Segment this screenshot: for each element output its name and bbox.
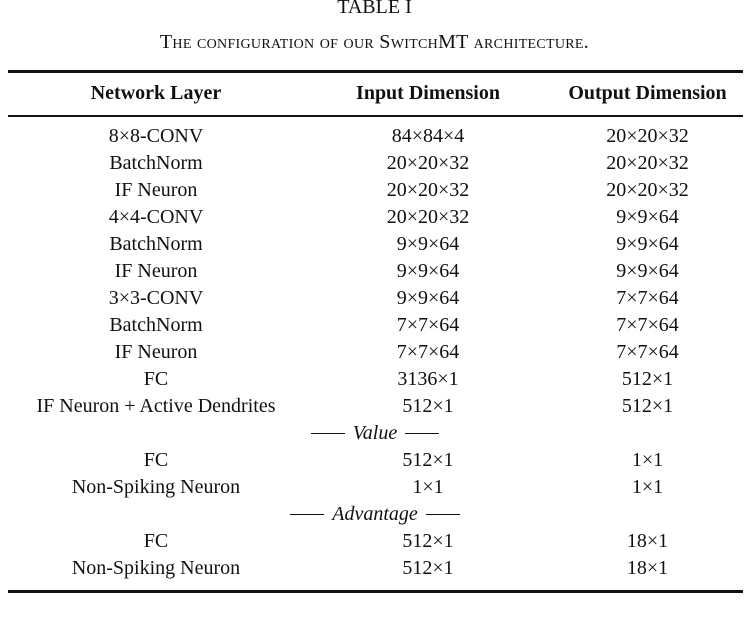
cell-output: 18×1	[626, 556, 669, 579]
table-row	[8, 393, 743, 420]
table-row	[8, 177, 743, 204]
table-row	[8, 285, 743, 312]
cell-layer: FC	[143, 448, 169, 471]
cell-layer: IF Neuron	[114, 259, 198, 282]
cell-input: 20×20×32	[386, 151, 470, 174]
cell-input: 9×9×64	[396, 259, 460, 282]
cell-input: 512×1	[402, 556, 454, 579]
dash-line	[290, 514, 324, 515]
value-section-header	[8, 420, 743, 447]
value-section-divider	[8, 420, 742, 447]
cell-layer: BatchNorm	[109, 151, 203, 174]
cell-output: 7×7×64	[616, 313, 679, 336]
table-row	[8, 231, 743, 258]
table-row	[8, 555, 743, 592]
cell-layer: 8×8-CONV	[108, 124, 204, 147]
cell-input: 20×20×32	[386, 178, 470, 201]
table-row	[8, 258, 743, 285]
table-row	[8, 204, 743, 231]
dash-line	[426, 514, 460, 515]
header-output-dimension: Output Dimension	[568, 82, 727, 105]
table-row	[8, 447, 743, 474]
cell-input: 512×1	[402, 529, 454, 552]
table-row	[8, 312, 743, 339]
dash-line	[405, 433, 439, 434]
value-section-label: Value	[352, 421, 398, 444]
table-label: TABLE I	[337, 0, 412, 18]
cell-input: 9×9×64	[396, 232, 460, 255]
cell-input: 3136×1	[397, 367, 459, 390]
header-network-layer: Network Layer	[90, 82, 222, 105]
cell-input: 20×20×32	[386, 205, 470, 228]
table-row	[8, 474, 743, 501]
table-row	[8, 150, 743, 177]
advantage-section-divider	[8, 501, 742, 528]
cell-input: 7×7×64	[396, 313, 460, 336]
cell-layer: 3×3-CONV	[108, 286, 204, 309]
cell-output: 1×1	[631, 448, 664, 471]
cell-layer: IF Neuron + Active Dendrites	[36, 394, 276, 417]
advantage-section-header	[8, 501, 743, 528]
cell-output: 1×1	[631, 475, 664, 498]
table-row	[8, 339, 743, 366]
cell-layer: BatchNorm	[109, 313, 203, 336]
cell-output: 7×7×64	[616, 286, 679, 309]
table-row	[8, 366, 743, 393]
header-row	[8, 72, 743, 116]
table-row	[8, 116, 743, 150]
cell-layer: 4×4-CONV	[108, 205, 204, 228]
cell-output: 512×1	[621, 367, 674, 390]
cell-layer: BatchNorm	[109, 232, 203, 255]
cell-output: 9×9×64	[616, 205, 679, 228]
header-input-dimension: Input Dimension	[356, 82, 500, 105]
table-caption: The configuration of our SwitchMT architecture.	[159, 31, 590, 53]
cell-output: 9×9×64	[616, 259, 679, 282]
cell-layer: Non-Spiking Neuron	[71, 556, 241, 579]
cell-output: 7×7×64	[616, 340, 679, 363]
cell-input: 84×84×4	[391, 124, 465, 147]
cell-layer: Non-Spiking Neuron	[71, 475, 241, 498]
cell-output: 20×20×32	[606, 124, 689, 147]
advantage-section-label: Advantage	[332, 502, 418, 525]
cell-layer: FC	[143, 529, 169, 552]
cell-input: 7×7×64	[396, 340, 460, 363]
cell-layer: IF Neuron	[114, 340, 198, 363]
cell-input: 9×9×64	[396, 286, 460, 309]
cell-layer: FC	[143, 367, 169, 390]
cell-output: 512×1	[621, 394, 674, 417]
cell-output: 20×20×32	[606, 178, 689, 201]
cell-output: 20×20×32	[606, 151, 689, 174]
cell-output: 18×1	[626, 529, 669, 552]
cell-input: 512×1	[402, 394, 454, 417]
cell-input: 512×1	[402, 448, 454, 471]
table-row	[8, 528, 743, 555]
cell-layer: IF Neuron	[114, 178, 198, 201]
cell-input: 1×1	[412, 475, 444, 498]
architecture-table	[8, 70, 743, 593]
dash-line	[311, 433, 345, 434]
cell-output: 9×9×64	[616, 232, 679, 255]
